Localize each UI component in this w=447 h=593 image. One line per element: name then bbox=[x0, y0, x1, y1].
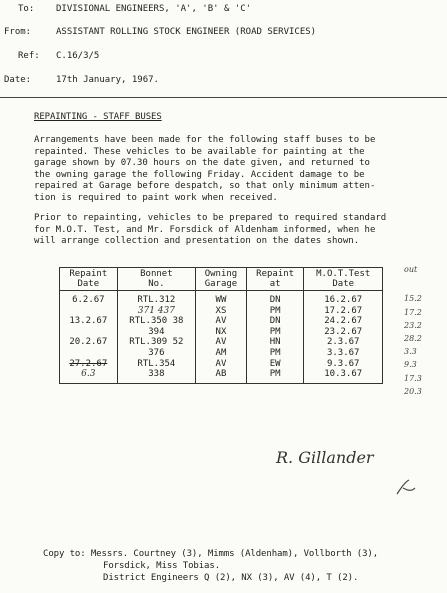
table-row: 6.3 338 AB PM 10.3.67 bbox=[60, 369, 383, 383]
col-repaint-at: Repaint at bbox=[246, 268, 304, 291]
initials-mark bbox=[395, 478, 417, 498]
table-row: 6.2.67 RTL.312 WW DN 16.2.67 bbox=[60, 291, 383, 306]
from-label: From: bbox=[4, 27, 32, 37]
header-rule bbox=[0, 97, 447, 98]
to-label: To: bbox=[18, 4, 35, 14]
table-row: 376 AM PM 3.3.67 bbox=[60, 348, 383, 359]
table-row: 13.2.67 RTL.350 38 AV DN 24.2.67 bbox=[60, 316, 383, 327]
margin-note: 17.3 bbox=[404, 374, 422, 383]
subject-line: REPAINTING - STAFF BUSES bbox=[34, 112, 162, 122]
margin-note-heading: out bbox=[404, 265, 418, 274]
copy-to-line-2: Forsdick, Miss Tobias. bbox=[103, 561, 221, 571]
margin-note: 9.3 bbox=[404, 360, 417, 369]
ref-label: Ref: bbox=[18, 51, 40, 61]
signature: R. Gillander bbox=[276, 448, 374, 467]
margin-note: 15.2 bbox=[404, 294, 422, 303]
from-value: ASSISTANT ROLLING STOCK ENGINEER (ROAD SERVICES) bbox=[56, 27, 317, 37]
paragraph-preparation: Prior to repainting, vehicles to be prepared to required standard for M.O.T. Test, and Mr. Forsdick of Aldenham informed, when he will arrange collection and presentation on the dates shown. bbox=[34, 213, 387, 246]
col-mot-test-date: M.O.T.Test Date bbox=[304, 268, 383, 291]
table-header-row bbox=[60, 268, 383, 291]
table-row: 27.2.67 RTL.354 AV EW 9.3.67 bbox=[60, 359, 383, 370]
col-owning-garage: Owning Garage bbox=[196, 268, 247, 291]
margin-note: 28.2 bbox=[404, 334, 422, 343]
margin-note: 20.3 bbox=[404, 387, 422, 396]
repaint-schedule-table bbox=[59, 267, 383, 384]
to-value: DIVISIONAL ENGINEERS, 'A', 'B' & 'C' bbox=[56, 4, 252, 14]
date-label: Date: bbox=[4, 75, 32, 85]
col-repaint-date: Repaint Date bbox=[60, 268, 118, 291]
copy-to-line-1: Copy to: Messrs. Courtney (3), Mimms (Aldenham), Vollborth (3), bbox=[43, 549, 379, 559]
margin-note: 17.2 bbox=[404, 308, 422, 317]
table-row: 20.2.67 RTL.309 52 AV HN 2.3.67 bbox=[60, 337, 383, 348]
ref-value: C.16/3/5 bbox=[56, 51, 100, 61]
copy-to-line-3: District Engineers Q (2), NX (3), AV (4), T (2). bbox=[103, 573, 359, 583]
paragraph-arrangements: Arrangements have been made for the following staff buses to be repainted. These vehicles to be available for painting at the garage shown by 07.30 hours on the date given, and returned to the owning garage the following Friday. Accident damage to be repaired at Garage before despatch, so that only minimum atten- tion is required to paint work when received. bbox=[34, 135, 376, 203]
table-row: 371 437 XS PM 17.2.67 bbox=[60, 306, 383, 317]
col-bonnet-no: Bonnet No. bbox=[117, 268, 195, 291]
table-row: 394 NX PM 23.2.67 bbox=[60, 327, 383, 338]
margin-note: 23.2 bbox=[404, 321, 422, 330]
margin-note: 3.3 bbox=[404, 347, 417, 356]
date-value: 17th January, 1967. bbox=[56, 75, 159, 85]
